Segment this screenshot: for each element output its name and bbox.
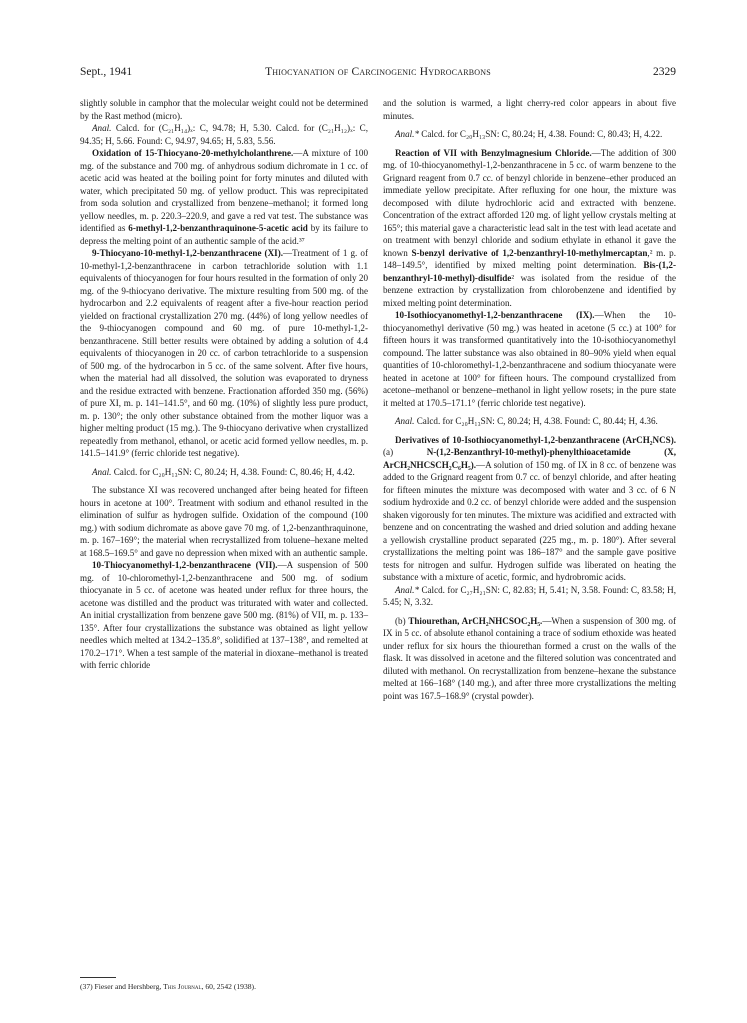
analysis-paragraph — [383, 128, 676, 141]
section-paragraph — [383, 147, 676, 310]
analysis-text: Calcd. for C₂₀H₁₃SN: C, 80.24; H, 4.38. Found: C, 80.43; H, 4.22. — [421, 129, 663, 139]
analysis-text: Calcd. for C₂₇H₂₁SN: C, 82.83; H, 5.41; N, 3.58. Found: C, 83.58; H, 5.45; N, 3.32. — [383, 584, 676, 607]
anal-label: Anal. — [395, 416, 415, 426]
paragraph: and the solution is warmed, a light cherry-red color appears in about five minutes. — [383, 98, 676, 121]
analysis-text: Calcd. for C₂₀H₁₃SN: C, 80.24; H, 4.38. Found: C, 80.46; H, 4.42. — [113, 466, 355, 477]
anal-label: Anal. — [92, 123, 112, 133]
footnote — [80, 982, 368, 992]
section-paragraph — [383, 309, 676, 409]
section-heading: 10-Thiocyanomethyl-1,2-benzanthracene (VII). — [92, 560, 278, 570]
paragraph-text: (a) — [383, 447, 427, 457]
section-paragraph — [80, 559, 368, 672]
analysis-paragraph — [383, 584, 676, 609]
paragraph-text: —When the 10-thiocyanomethyl derivative (50 mg.) was heated in acetone (5 cc.) at 100° for fifteen hours it was transformed quantitatively into the 10-isothiocyanomethyl compound. The latter substance was also obtained in 80–90% yield when equal quantities of 10-chloromethyl-1,2-benzanthracene and sodium thiocyanate were heated in acetone at 100° for fifteen hours. The compound crystallized from acetone–methanol or benzene–methanol in light yellow rosets; in the pure state it melted at 170.5–171.1° (ferric chloride test negative). — [383, 310, 677, 408]
compound-name: Thiourethan, ArCH₂NHCSOC₂H₅. — [408, 615, 543, 626]
footnote-journal: This Journal — [163, 982, 202, 991]
footnote-rest: , 60, 2542 (1938). — [201, 982, 256, 991]
section-heading: 9-Thiocyano-10-methyl-1,2-benzanthracene (XI). — [92, 248, 283, 258]
section-heading: Oxidation of 15-Thiocyano-20-methylcholanthrene. — [92, 148, 294, 158]
paragraph-text: —A solution of 150 mg. of IX in 8 cc. of benzene was added to the Grignard reagent from 0.7 cc. of benzyl chloride, and after heating for fifteen minutes the mixture was decomposed with water and 3 cc. of 6 N sodium hydroxide and 0.2 cc. of benzyl chloride were added and the suspension shaken vigorously for ten minutes. The mixture was acidified and extracted with benzene and on concentrating the washed and dried solution and adding hexane a yellowish crystalline product separated (225 mg., m. p. 180°). After several crystallizations the melting point was 186–187° and the sample gave positive tests for nitrogen and sulfur. Hydrogen sulfide was liberated on heating the substance with a mixture of acetic, formic, and hydrobromic acids. — [383, 459, 676, 582]
compound-name: N-(1,2-Benzanthryl-10-methyl)-phenylthioacetamide (X, ArCH₂NHCSCH₂C₆H₅). — [383, 447, 676, 470]
paragraph-text: —The addition of 300 mg. of 10-thiocyanomethyl-1,2-benzanthracene in 5 cc. of warm benzene to the Grignard reagent from 0.7 cc. of benzyl chloride in benzene–ether produced an immediate yellow precipitate. After refluxing for one hour, the mixture was decomposed with dilute hydrochloric acid and extracted with benzene. Concentration of the extract afforded 120 mg. of light yellow crystals melting at 165°; this material gave a characteristic lead salt in the test with lead acetate and on treatment with benzyl chloride and sodium ethylate in ethanol it gave the known — [383, 147, 676, 258]
right-column — [383, 97, 676, 702]
analysis-paragraph — [80, 122, 368, 147]
paragraph: The substance XI was recovered unchanged after being heated for fifteen hours in acetone at 100°. Treatment with sodium and ethanol resulted in the elimination of sulfur as hydrogen sulfide. Oxidation of the compound (100 mg.) with sodium dichromate as above gave 70 mg. of 1,2-benzanthraquinone, m. p. 167–169°; the material when recrystallized from toluene–hexane melted at 168.5–169.5° and gave no depression when mixed with an authentic sample. — [80, 485, 368, 558]
compound-name: 6-methyl-1,2-benzanthraquinone-5-acetic acid — [128, 223, 308, 233]
paragraph-text: —A suspension of 500 mg. of 10-chloromethyl-1,2-benzanthracene and 500 mg. of sodium thiocyanate in 5 cc. of acetone was heated under reflux for three hours, the acetone was distilled and the product was triturated with water and collected. An initial crystallization from benzene gave 500 mg. (81%) of VII, m. p. 133–135°. After four crystallizations the substance was obtained as light yellow needles which melted at 134.2–135.8°, solidified at 137–138°, and remelted at 170.2–171°. When a test sample of the material in dioxane–methanol is treated with ferric chloride — [80, 560, 369, 670]
section-heading: Reaction of VII with Benzylmagnesium Chloride. — [395, 147, 592, 158]
section-heading: Derivatives of 10-Isothiocyanomethyl-1,2-benzanthracene (ArCH₂NCS). — [395, 434, 676, 445]
section-paragraph — [383, 615, 676, 703]
paragraph-text: ² was isolated from the residue of the benzene extraction by crystallization from chlorobenzene and identified by mixed melting point determination. — [383, 272, 676, 308]
compound-name: Bis-(1,2-benzanthryl-10-methyl)-disulfide — [383, 260, 676, 283]
anal-label: Anal. — [92, 466, 112, 477]
left-column — [80, 97, 368, 672]
anal-label: Anal.* — [395, 129, 419, 139]
header-title: Thiocyanation of Carcinogenic Hydrocarbons — [265, 66, 491, 78]
analysis-paragraph — [383, 415, 676, 428]
analysis-text: Calcd. for C₂₀H₁₃SN: C, 80.24; H, 4.38. Found: C, 80.44; H, 4.36. — [416, 416, 658, 426]
anal-label: Anal.* — [395, 584, 419, 595]
compound-name: S-benzyl derivative of 1,2-benzanthryl-10-methylmercaptan — [411, 247, 648, 258]
footnote-text: (37) Fieser and Hershberg, — [80, 982, 164, 991]
paragraph-text: ,² m. p. 148–149.5°, identified by mixed melting point determination. — [383, 247, 676, 270]
page-number: 2329 — [653, 66, 676, 78]
analysis-text: Calcd. for (C₂₁H₁₄)ₓ: C, 94.78; H, 5.30. Calcd. for (C₂₁H₁₂)ₓ: C, 94.35; H, 5.66. Found: C, 94.97, 94.65; H, 5.83, 5.56. — [80, 123, 368, 146]
section-paragraph — [383, 434, 676, 584]
paragraph-text: (b) — [395, 615, 409, 626]
paragraph: slightly soluble in camphor that the molecular weight could not be determined by the Rast method (micro). — [80, 98, 368, 121]
running-header — [80, 66, 676, 82]
paragraph-text: —A mixture of 100 mg. of the substance and 700 mg. of anhydrous sodium dichromate in 1 cc. of acetic acid was heated at the boiling point for forty minutes and diluted with water, which precipitated 50 mg. of yellow product. This was reprecipitated from soda solution and crystallized from benzene–methanol; it formed long yellow needles, m. p. 220.3–220.9, and gave a red vat test. The substance was identified as — [80, 148, 369, 233]
section-paragraph — [80, 147, 368, 247]
paragraph-text: —When a suspension of 300 mg. of IX in 5 cc. of absolute ethanol containing a trace of sodium ethoxide was heated under reflux for six hours the thiourethan formed a crust on the walls of the flask. It was dissolved in acetone and the filtered solution was concentrated and diluted with methanol. On recrystallization from benzene–hexane the substance melted at 166–168° (140 mg.), and after three more crystallizations the melting point was 167.5–168.9° (crystal powder). — [383, 615, 676, 701]
section-paragraph — [80, 247, 368, 460]
section-heading: 10-Isothiocyanomethyl-1,2-benzanthracene (IX). — [395, 310, 595, 320]
paragraph-text: by its failure to depress the melting point of an authentic sample of the acid.³⁷ — [80, 223, 368, 246]
header-date: Sept., 1941 — [80, 66, 133, 78]
analysis-paragraph — [80, 466, 368, 479]
paragraph-text: —Treatment of 1 g. of 10-methyl-1,2-benzanthracene in carbon tetrachloride solution with 1.1 equivalents of thiocyanogen for four hours resulted in the formation of only 20 mg. of the 9-thiocyano derivative. The mixture resulting from 500 mg. of the hydrocarbon and 2.2 equivalents of reagent after a five-hour reaction period yielded on fractional crystallization 270 mg. (44%) of long yellow needles of the 9-thiocyanogen compound and 60 mg. of pure 10-methyl-1,2-benzanthracene. Still better results were obtained by adding a solution of 4.4 equivalents of thiocyanogen in 20 cc. of carbon tetrachloride to a suspension of 500 mg. of the hydrocarbon in 5 cc. of the same solvent. After five hours, when the material had all dissolved, the solution was evaporated to dryness and the residue extracted with benzene. Fractionation afforded 350 mg. (56%) of pure XI, m. p. 141–141.5°, and 60 mg. (10%) of slightly less pure product, m. p. 130°; the only other substance obtained from the mother liquor was a higher melting product (15 mg.). The 9-thiocyano derivative when crystallized repeatedly from methanol, ethanol, or acetic acid formed yellow needles, m. p. 141.5–141.9° (ferric chloride test negative). — [80, 248, 368, 458]
footnote-rule — [80, 977, 116, 978]
